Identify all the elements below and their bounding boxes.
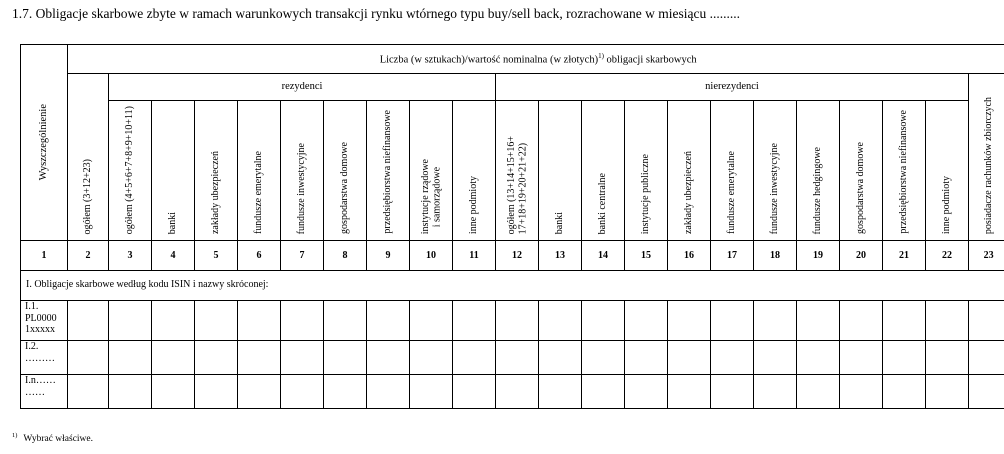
rez-banki-header: [152, 101, 195, 241]
rez-instytucje-line1: instytucje rządowe: [419, 158, 431, 234]
column-number: 13: [539, 241, 582, 271]
rez-instytucje-label: [420, 159, 443, 234]
nierezydenci-header: nierezydenci: [496, 74, 969, 101]
data-cell[interactable]: [281, 375, 324, 409]
column-number: 17: [711, 241, 754, 271]
table-row: [21, 375, 1004, 409]
data-cell[interactable]: [625, 301, 668, 341]
data-cell[interactable]: [582, 375, 625, 409]
data-cell[interactable]: [367, 341, 410, 375]
row-label-i1: [21, 301, 68, 341]
row-label-line: I.2.: [25, 341, 39, 352]
data-cell[interactable]: [926, 341, 969, 375]
nierez-hedgingowe-header: [797, 101, 840, 241]
nierez-inwestycyjne-label: fundusze inwestycyjne: [769, 142, 781, 234]
nierez-instytucje-publiczne-label: instytucje publiczne: [640, 153, 652, 234]
column-number: 2: [68, 241, 109, 271]
row-label-line: ………: [25, 352, 55, 364]
nierez-ogolem-line1: ogółem (13+14+15+16+: [505, 135, 517, 234]
nierez-gospodarstwa-header: [840, 101, 883, 241]
column-number: 23: [969, 241, 1004, 271]
data-cell[interactable]: [496, 375, 539, 409]
nierez-inne-header: [926, 101, 969, 241]
data-cell[interactable]: [195, 341, 238, 375]
data-cell[interactable]: [668, 341, 711, 375]
nierez-przedsiebiorstwa-header: [883, 101, 926, 241]
nierez-banki-header: [539, 101, 582, 241]
nierez-inwestycyjne-header: [754, 101, 797, 241]
data-cell[interactable]: [969, 301, 1004, 341]
page-title: 1.7. Obligacje skarbowe zbyte w ramach warunkowych transakcji rynku wtórnego typu buy/sell back, rozrachowane w miesiącu .........: [12, 6, 741, 21]
data-cell[interactable]: [754, 375, 797, 409]
data-cell[interactable]: [926, 301, 969, 341]
column-number: 9: [367, 241, 410, 271]
nierez-gospodarstwa-label: gospodarstwa domowe: [855, 142, 867, 234]
nierez-ogolem-line2: 17+18+19+20+21+22): [517, 142, 528, 234]
data-cell[interactable]: [969, 375, 1004, 409]
data-cell[interactable]: [152, 341, 195, 375]
wyszczegolnienie-header: [21, 45, 68, 241]
column-number: 8: [324, 241, 367, 271]
data-cell[interactable]: [754, 301, 797, 341]
data-cell[interactable]: [754, 341, 797, 375]
column-number: 3: [109, 241, 152, 271]
posiadacze-header: [969, 74, 1004, 241]
row-label-line: I.n……: [25, 375, 56, 386]
data-cell[interactable]: [324, 375, 367, 409]
nierez-zaklady-header: [668, 101, 711, 241]
data-cell[interactable]: [582, 341, 625, 375]
rez-inne-label: inne podmioty: [468, 175, 480, 234]
data-cell[interactable]: [539, 301, 582, 341]
ogolem-total-header: [68, 74, 109, 241]
row-label-line: 1xxxxx: [25, 324, 55, 335]
data-cell[interactable]: [883, 375, 926, 409]
data-cell[interactable]: [109, 375, 152, 409]
data-cell[interactable]: [883, 341, 926, 375]
posiadacze-label: posiadacze rachunków zbiorczych: [982, 96, 994, 234]
data-cell[interactable]: [324, 301, 367, 341]
data-cell[interactable]: [711, 301, 754, 341]
data-cell[interactable]: [711, 341, 754, 375]
data-cell[interactable]: [238, 301, 281, 341]
nierez-banki-centralne-header: [582, 101, 625, 241]
footnote-marker: 1): [12, 432, 18, 439]
data-cell[interactable]: [410, 301, 453, 341]
column-number: 6: [238, 241, 281, 271]
nierez-emerytalne-header: [711, 101, 754, 241]
data-cell[interactable]: [324, 341, 367, 375]
ogolem-total-label: ogółem (3+12+23): [82, 158, 94, 234]
data-cell[interactable]: [539, 375, 582, 409]
column-numbers-row: [21, 241, 1004, 271]
data-cell[interactable]: [496, 301, 539, 341]
column-number: 1: [21, 241, 68, 271]
data-cell[interactable]: [410, 341, 453, 375]
buy-sell-back-table: [20, 44, 1004, 409]
data-cell[interactable]: [109, 341, 152, 375]
nierez-inne-label: inne podmioty: [941, 175, 953, 234]
row-label-line: PL0000: [25, 312, 57, 324]
data-cell[interactable]: [68, 375, 109, 409]
data-cell[interactable]: [68, 301, 109, 341]
data-cell[interactable]: [367, 301, 410, 341]
column-number: 20: [840, 241, 883, 271]
table-row: [21, 301, 1004, 341]
rez-ogolem-label: ogółem (4+5+6+7+8+9+10+11): [124, 105, 136, 234]
row-label-in: [21, 375, 68, 409]
rez-instytucje-line2: i samorządowe: [431, 166, 442, 227]
column-number: 19: [797, 241, 840, 271]
wyszczegolnienie-label: Wyszczególnienie: [37, 104, 49, 181]
data-cell[interactable]: [238, 341, 281, 375]
nierez-emerytalne-label: fundusze emerytalne: [726, 150, 738, 234]
nierez-hedgingowe-label: fundusze hedgingowe: [812, 146, 824, 234]
data-cell[interactable]: [969, 341, 1004, 375]
data-cell[interactable]: [883, 301, 926, 341]
data-cell[interactable]: [281, 301, 324, 341]
data-cell[interactable]: [625, 341, 668, 375]
rez-inne-header: [453, 101, 496, 241]
data-cell[interactable]: [410, 375, 453, 409]
section-heading: I. Obligacje skarbowe według kodu ISIN i nazwy skróconej:: [21, 271, 1004, 301]
main-header-suffix: obligacji skarbowych: [603, 54, 697, 66]
rez-gospodarstwa-label: gospodarstwa domowe: [339, 142, 351, 234]
rez-przedsiebiorstwa-label: przedsiębiorstwa niefinansowe: [382, 110, 394, 234]
column-number: 11: [453, 241, 496, 271]
data-cell[interactable]: [668, 301, 711, 341]
data-cell[interactable]: [625, 375, 668, 409]
data-cell[interactable]: [453, 341, 496, 375]
rez-zaklady-header: [195, 101, 238, 241]
data-cell[interactable]: [152, 375, 195, 409]
data-cell[interactable]: [582, 301, 625, 341]
data-cell[interactable]: [840, 375, 883, 409]
data-cell[interactable]: [797, 301, 840, 341]
main-header-title: Liczba (w sztukach)/wartość nominalna (w złotych): [379, 54, 599, 66]
data-cell[interactable]: [496, 341, 539, 375]
column-number: 7: [281, 241, 324, 271]
data-cell[interactable]: [109, 301, 152, 341]
footnote: [12, 432, 93, 444]
rez-emerytalne-header: [238, 101, 281, 241]
rez-inwestycyjne-label: fundusze inwestycyjne: [296, 142, 308, 234]
data-cell[interactable]: [539, 341, 582, 375]
data-cell[interactable]: [668, 375, 711, 409]
nierez-banki-label: banki: [554, 211, 566, 234]
rezydenci-header: rezydenci: [109, 74, 496, 101]
column-number: 18: [754, 241, 797, 271]
table-row: [21, 341, 1004, 375]
rez-gospodarstwa-header: [324, 101, 367, 241]
column-number: 21: [883, 241, 926, 271]
rez-instytucje-header: [410, 101, 453, 241]
footnote-text: Wybrać właściwe.: [23, 434, 94, 445]
data-cell[interactable]: [797, 341, 840, 375]
column-number: 12: [496, 241, 539, 271]
nierez-ogolem-label: [506, 136, 529, 234]
data-cell[interactable]: [238, 375, 281, 409]
column-number: 4: [152, 241, 195, 271]
data-cell[interactable]: [152, 301, 195, 341]
nierez-ogolem-header: [496, 101, 539, 241]
nierez-przedsiebiorstwa-label: przedsiębiorstwa niefinansowe: [898, 110, 910, 234]
column-number: 15: [625, 241, 668, 271]
rez-przedsiebiorstwa-header: [367, 101, 410, 241]
nierez-instytucje-publiczne-header: [625, 101, 668, 241]
data-cell[interactable]: [711, 375, 754, 409]
data-cell[interactable]: [840, 341, 883, 375]
main-header-footnote-ref: 1): [598, 51, 604, 60]
row-label-line: ……: [25, 386, 45, 398]
data-cell[interactable]: [68, 341, 109, 375]
row-label-i2: [21, 341, 68, 375]
main-header: [68, 45, 1004, 74]
column-number: 14: [582, 241, 625, 271]
rez-banki-label: banki: [167, 211, 179, 234]
rez-emerytalne-label: fundusze emerytalne: [253, 150, 265, 234]
nierez-zaklady-label: zakłady ubezpieczeń: [683, 150, 695, 234]
rez-ogolem-header: [109, 101, 152, 241]
data-cell[interactable]: [453, 301, 496, 341]
rez-inwestycyjne-header: [281, 101, 324, 241]
row-label-line: I.1.: [25, 301, 39, 312]
data-cell[interactable]: [840, 301, 883, 341]
rez-zaklady-label: zakłady ubezpieczeń: [210, 150, 222, 234]
data-cell[interactable]: [281, 341, 324, 375]
data-cell[interactable]: [367, 375, 410, 409]
data-cell[interactable]: [797, 375, 840, 409]
column-number: 16: [668, 241, 711, 271]
column-number: 5: [195, 241, 238, 271]
nierez-banki-centralne-label: banki centralne: [597, 172, 609, 234]
data-cell[interactable]: [195, 375, 238, 409]
data-cell[interactable]: [926, 375, 969, 409]
data-cell[interactable]: [453, 375, 496, 409]
data-cell[interactable]: [195, 301, 238, 341]
column-number: 10: [410, 241, 453, 271]
column-number: 22: [926, 241, 969, 271]
